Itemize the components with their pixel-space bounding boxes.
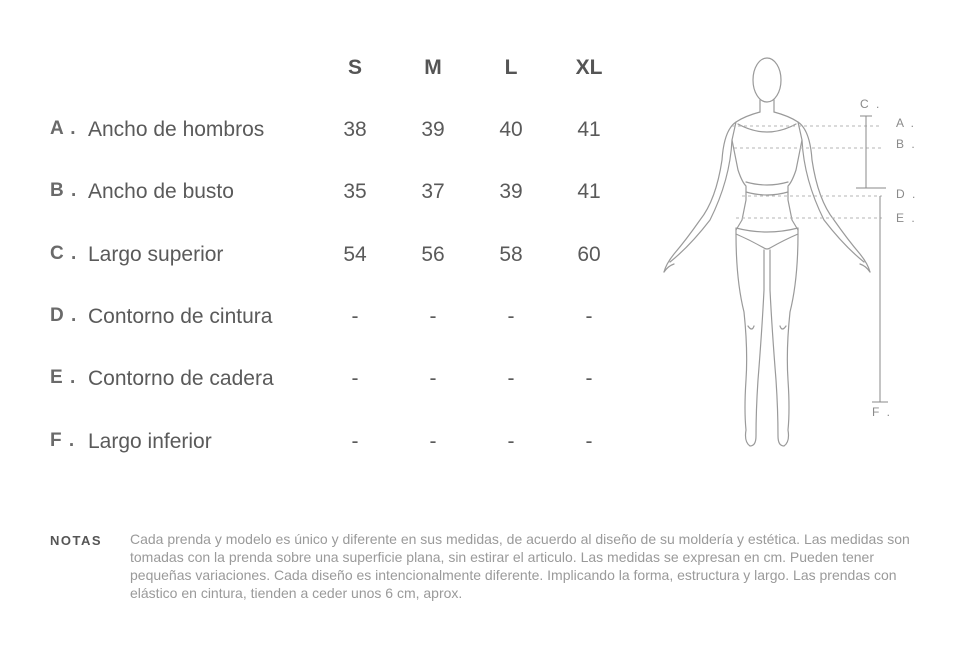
size-header-s: S: [347, 56, 362, 79]
cell-xl: -: [585, 305, 593, 328]
cell-s: -: [351, 430, 359, 453]
cell-l: 58: [499, 243, 523, 266]
cell-s: 54: [343, 243, 367, 266]
cell-s: 38: [343, 118, 367, 141]
measurement-row-b: [0, 180, 640, 210]
cell-l: -: [507, 430, 515, 453]
measurement-row-a: [0, 118, 640, 148]
row-letter: C .: [50, 243, 78, 264]
size-header-m: M: [424, 56, 442, 79]
cell-l: -: [507, 305, 515, 328]
cell-l: 40: [499, 118, 523, 141]
cell-l: -: [507, 367, 515, 390]
cell-m: -: [429, 305, 437, 328]
notes-text: Cada prenda y modelo es único y diferente en sus medidas, de acuerdo al diseño de su moldería y estética. Las medidas son tomadas con la prenda sobre una superficie plana, sin estirar el articulo. Las medidas se expresan en cm. Pueden tener pequeñas variaciones. Cada diseño es intencionalmente diferente. Implicando la forma, estructura y largo. Las prendas con elástico en cintura, tienden a ceder unos 6 cm, aprox.: [130, 531, 910, 601]
cell-m: -: [429, 367, 437, 390]
figure-label-e: E .: [896, 211, 917, 225]
measurement-row-e: [0, 367, 640, 397]
row-letter: E .: [50, 367, 77, 388]
figure-label-a: A .: [896, 116, 917, 130]
cell-m: 56: [421, 243, 445, 266]
row-letter: D .: [50, 305, 78, 326]
row-label: Largo superior: [88, 243, 224, 266]
measurement-row-c: [0, 243, 640, 273]
size-header-xl: XL: [575, 56, 603, 79]
cell-l: 39: [499, 180, 523, 203]
cell-xl: 41: [577, 118, 601, 141]
measurement-row-d: [0, 305, 640, 335]
figure-label-b: B .: [896, 137, 917, 151]
row-label: Contorno de cintura: [88, 305, 273, 328]
mannequin-figure: [650, 50, 930, 460]
row-label: Largo inferior: [88, 430, 212, 453]
legs-shape: [736, 234, 798, 446]
cell-m: -: [429, 430, 437, 453]
row-letter: A .: [50, 118, 77, 139]
row-letter: B .: [50, 180, 78, 201]
row-label: Contorno de cadera: [88, 367, 274, 390]
cell-s: -: [351, 367, 359, 390]
cell-m: 37: [421, 180, 445, 203]
row-label: Ancho de hombros: [88, 118, 265, 141]
cell-s: 35: [343, 180, 367, 203]
size-header-l: L: [504, 56, 518, 79]
cell-s: -: [351, 305, 359, 328]
notes-title: NOTAS: [50, 533, 103, 548]
row-label: Ancho de busto: [88, 180, 234, 203]
cell-xl: 41: [577, 180, 601, 203]
cell-m: 39: [421, 118, 445, 141]
cell-xl: 60: [577, 243, 601, 266]
cell-xl: -: [585, 430, 593, 453]
figure-label-d: D .: [896, 187, 918, 201]
head-shape: [753, 58, 781, 102]
figure-label-c: C .: [860, 97, 882, 111]
figure-label-f: F .: [872, 405, 892, 419]
measurement-row-f: [0, 430, 640, 460]
torso-shape: [732, 112, 802, 230]
row-letter: F .: [50, 430, 76, 451]
cell-xl: -: [585, 367, 593, 390]
